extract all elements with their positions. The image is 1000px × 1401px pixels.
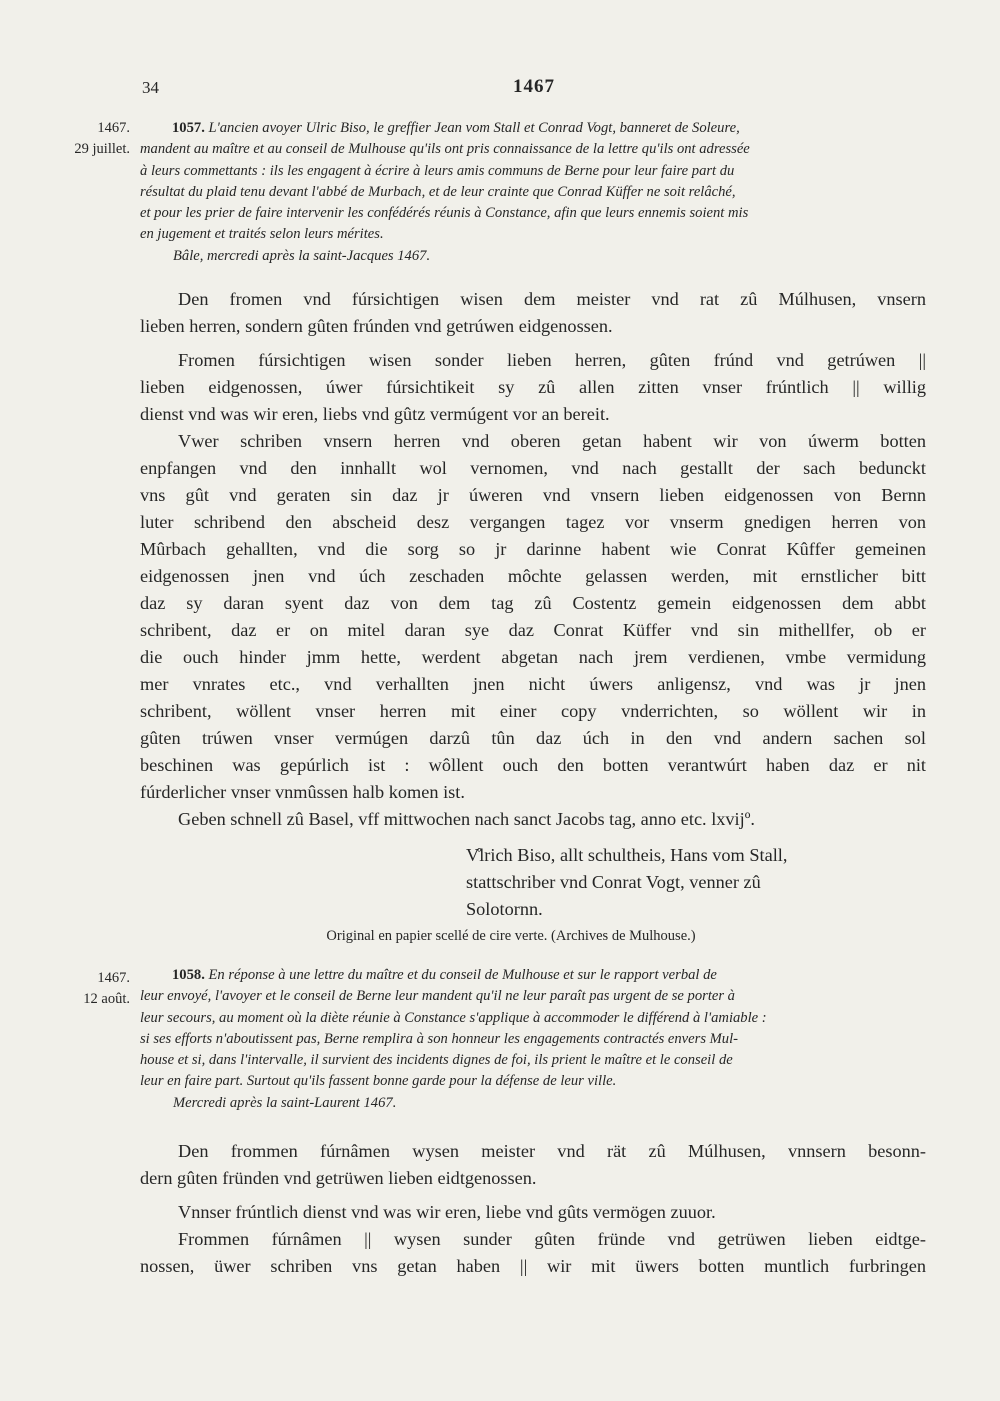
text-line: schribent, daz er on mitel daran sye daz Conrat Küffer vnd sin mithellfer, ob er	[140, 620, 926, 640]
summary-line: mandent au maître et au conseil de Mulhouse qu'ils ont pris connaissance de la lettre qu'ils ont adressée	[140, 141, 750, 158]
date-line: Mercredi après la saint-Laurent 1467.	[173, 1094, 397, 1111]
margin-year: 1467.	[97, 970, 130, 986]
summary-1057	[140, 118, 924, 267]
page-number: 34	[142, 78, 159, 97]
text-line: Den frommen fúrnâmen wysen meister vnd rät zû Múlhusen, vnnsern besonn-	[178, 1141, 926, 1161]
text-line: gûten trúwen vnser vermúgen darzû tûn daz úch in den vnd andern sachen sol	[140, 728, 926, 748]
text-line: vns gût vnd geraten sin daz jr úweren vnd vnsern lieben eidgenossen von Bernn	[140, 485, 926, 505]
date-line: Bâle, mercredi après la saint-Jacques 1467.	[173, 247, 431, 264]
running-header-year: 1467	[513, 76, 555, 97]
summary-line: résultat du plaid tenu devant l'abbé de Murbach, et de leur crainte que Conrad Küffer ne soit relâché,	[140, 183, 736, 200]
text-line: beschinen was gepúrlich ist : wôllent ouch den botten verantwúrt haben daz er nit	[140, 755, 926, 775]
text-line: Mûrbach gehallten, vnd die sorg so jr darinne habent wie Conrat Kûffer gemeinen	[140, 539, 926, 559]
letter-text-1057	[140, 286, 926, 833]
text-line: Geben schnell zû Basel, vff mittwochen nach sanct Jacobs tag, anno etc. lxvijº.	[178, 809, 755, 829]
source-note-1057: Original en papier scellé de cire verte. (Archives de Mulhouse.)	[326, 928, 696, 944]
text-line: lieben herren, sondern gûten frúnden vnd getrúwen eidgenossen.	[140, 316, 613, 336]
margin-date: 29 juillet.	[74, 141, 130, 157]
document-number: 1058.	[172, 967, 205, 983]
text-line: dienst vnd was wir eren, liebs vnd gûtz vermúgent vor an bereit.	[140, 404, 610, 424]
summary-1058	[140, 965, 924, 1114]
summary-line: leur secours, au moment où la diète réunie à Constance s'applique à accommoder le différend à l'amiable :	[140, 1009, 767, 1026]
document-number: 1057.	[172, 120, 205, 136]
summary-line: en jugement et traités selon leurs mérites.	[140, 226, 384, 243]
text-line: lieben eidgenossen, úwer fúrsichtikeit sy zû allen zitten vnser frúntlich || willig	[140, 377, 926, 397]
text-line: daz sy daran syent daz von dem tag zû Costentz gemein eidgenossen dem abbt	[140, 593, 926, 613]
summary-line: 1057. L'ancien avoyer Ulric Biso, le greffier Jean vom Stall et Conrad Vogt, banneret de Soleure,	[172, 120, 740, 136]
text-line: enpfangen vnd den innhallt wol vernomen, vnd nach gestallt der sach bedunckt	[140, 458, 926, 478]
summary-line: leur en faire part. Surtout qu'ils fassent bonne garde pour la défense de leur ville.	[140, 1073, 617, 1090]
text-line: dern gûten fründen vnd getrüwen lieben eidtgenossen.	[140, 1168, 537, 1188]
margin-note-1057	[40, 118, 130, 160]
text-line: luter schribend den abscheid desz vergangen tagez vor vnserm gnedigen herren von	[140, 512, 926, 532]
letter-text-1058	[140, 1138, 926, 1280]
signature-line: V̊lrich Biso, allt schultheis, Hans vom Stall,	[466, 845, 788, 865]
summary-line: à leurs commettants : ils les engagent à écrire à leurs amis communs de Berne pour leur faire part du	[140, 162, 735, 179]
text-line: Den fromen vnd fúrsichtigen wisen dem meister vnd rat zû Múlhusen, vnsern	[178, 289, 926, 309]
signature-line: stattschriber vnd Conrat Vogt, venner zû	[466, 872, 761, 892]
text-line: eidgenossen jnen vnd úch zeschaden môchte gelassen werden, mit ernstlicher bitt	[140, 566, 926, 586]
text-line: Frommen fúrnâmen || wysen sunder gûten fründe vnd getrüwen lieben eidtge-	[178, 1229, 926, 1249]
summary-line: si ses efforts n'aboutissent pas, Berne remplira à son honneur les engagements contractés envers Mul-	[140, 1030, 739, 1047]
summary-line: 1058. En réponse à une lettre du maître et du conseil de Mulhouse et sur le rapport verbal de	[172, 967, 717, 983]
summary-line: house et si, dans l'intervalle, il survient des incidents dignes de foi, ils prient le maître et le conseil de	[140, 1052, 733, 1069]
text-line: nossen, üwer schriben vns getan haben || wir mit üwers botten muntlich furbringen	[140, 1256, 926, 1276]
summary-line: et pour les prier de faire intervenir les confédérés réunis à Constance, afin que leurs ennemis soient mis	[140, 205, 749, 222]
text-line: mer vnrates etc., vnd verhallten jnen nicht úwers anligensz, vnd was jr jnen	[140, 674, 926, 694]
signature-1057	[466, 842, 787, 923]
signature-line: Solotornn.	[466, 899, 543, 919]
summary-line: leur envoyé, l'avoyer et le conseil de Berne leur mandent qu'il ne leur paraît pas urgent de se porter à	[140, 988, 735, 1005]
margin-year: 1467.	[97, 120, 130, 136]
margin-date: 12 août.	[83, 991, 130, 1007]
text-line: fúrderlicher vnser vnmûssen halb komen ist.	[140, 782, 465, 802]
text-line: schribent, wöllent vnser herren mit einer copy vnderrichten, so wöllent wir in	[140, 701, 926, 721]
text-line: die ouch hinder jmm hette, werdent abgetan nach jrem verdienen, vmbe vermidung	[140, 647, 926, 667]
margin-note-1058	[40, 968, 130, 1010]
text-line: Fromen fúrsichtigen wisen sonder lieben herren, gûten frúnd vnd getrúwen ||	[178, 350, 926, 370]
text-line: Vnnser frúntlich dienst vnd was wir eren, liebe vnd gûts vermögen zuuor.	[178, 1202, 716, 1222]
text-line: Vwer schriben vnsern herren vnd oberen getan habent wir von úwerm botten	[178, 431, 926, 451]
